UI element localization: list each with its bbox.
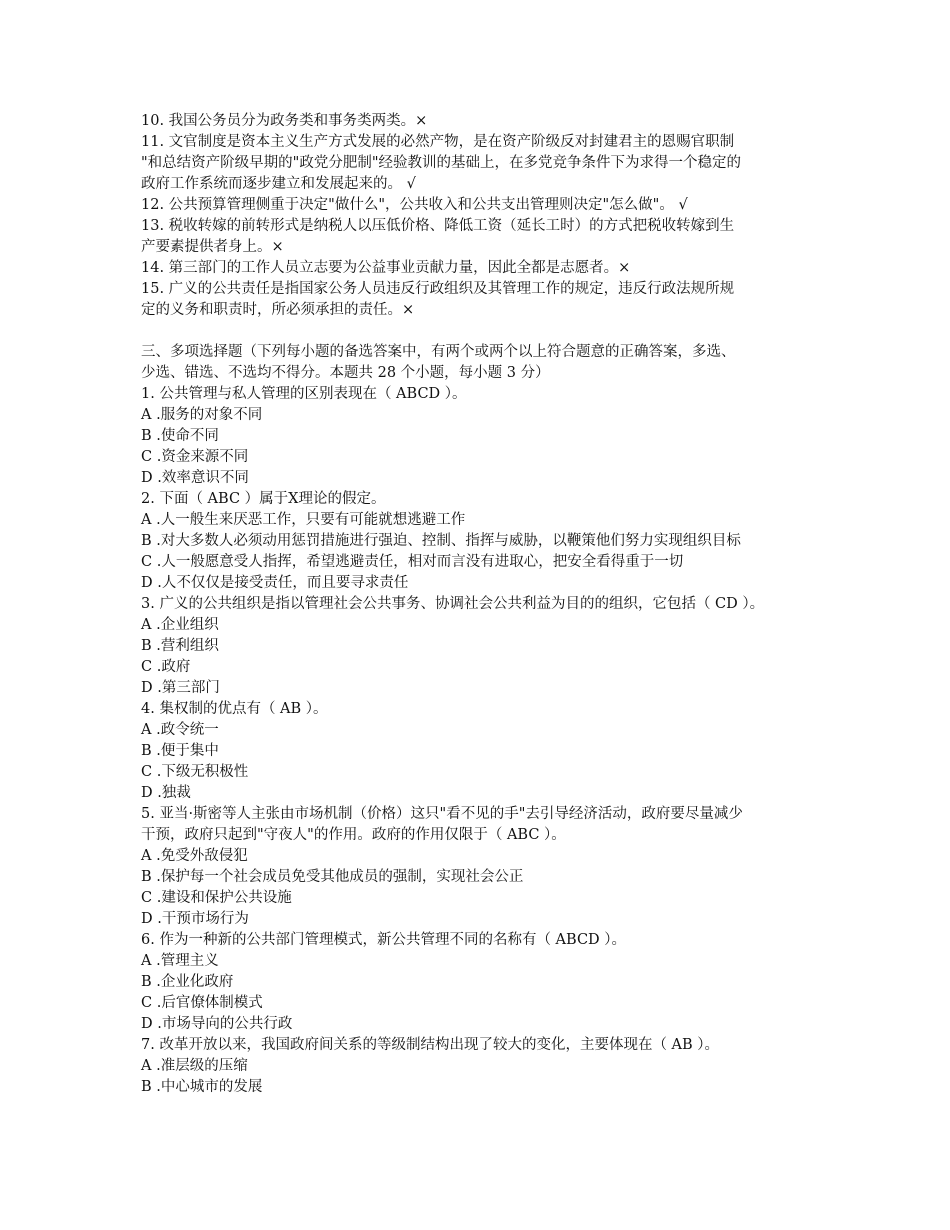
option-b: B .便于集中	[141, 743, 219, 759]
option-d: D .干预市场行为	[141, 911, 249, 927]
question-stem: 2. 下面（ ABC ）属于X理论的假定。	[141, 491, 386, 507]
option-a: A .政令统一	[141, 722, 219, 738]
option-d: D .市场导向的公共行政	[141, 1016, 293, 1032]
option-a: A .准层级的压缩	[141, 1058, 248, 1074]
question-2	[141, 489, 816, 594]
section-heading-line: 少选、错选、不选均不得分。本题共 28 个小题，每小题 3 分）	[141, 365, 550, 381]
question-4	[141, 699, 816, 804]
option-b: B .使命不同	[141, 428, 219, 444]
text-line: 10. 我国公务员分为政务类和事务类两类。×	[141, 113, 428, 129]
option-c: C .人一般愿意受人指挥，希望逃避责任，相对而言没有进取心，把安全看得重于一切	[141, 554, 684, 570]
question-stem: 5. 亚当·斯密等人主张由市场机制（价格）这只"看不见的手"去引导经济活动，政府要尽量减少	[141, 806, 743, 822]
option-c: C .政府	[141, 659, 191, 675]
text-line: 15. 广义的公共责任是指国家公务人员违反行政组织及其管理工作的规定，违反行政法规所规	[141, 281, 735, 297]
option-a: A .企业组织	[141, 617, 219, 633]
question-5	[141, 804, 816, 930]
option-b: B .保护每一个社会成员免受其他成员的强制，实现社会公正	[141, 869, 524, 885]
option-a: A .免受外敌侵犯	[141, 848, 248, 864]
question-1	[141, 384, 816, 489]
option-a: A .人一般生来厌恶工作，只要有可能就想逃避工作	[141, 512, 466, 528]
option-b: B .营利组织	[141, 638, 219, 654]
option-b: B .对大多数人必须动用惩罚措施进行强迫、控制、指挥与威胁，以鞭策他们努力实现组织目标	[141, 533, 741, 549]
option-a: A .管理主义	[141, 953, 219, 969]
option-d: D .第三部门	[141, 680, 220, 696]
section-heading	[141, 342, 816, 384]
section-heading-line: 三、多项选择题（下列每小题的备选答案中，有两个或两个以上符合题意的正确答案，多选、	[141, 344, 736, 360]
option-d: D .人不仅仅是接受责任，而且要寻求责任	[141, 575, 409, 591]
question-stem: 6. 作为一种新的公共部门管理模式，新公共管理不同的名称有（ ABCD ）。	[141, 932, 627, 948]
text-line: 11. 文官制度是资本主义生产方式发展的必然产物，是在资产阶级反对封建君主的恩赐官职制	[141, 134, 735, 150]
question-stem: 3. 广义的公共组织是指以管理社会公共事务、协调社会公共利益为目的的组织，它包括（ CD ）。	[141, 596, 765, 612]
option-b: B .企业化政府	[141, 974, 234, 990]
option-d: D .效率意识不同	[141, 470, 249, 486]
text-line: 14. 第三部门的工作人员立志要为公益事业贡献力量，因此全都是志愿者。×	[141, 260, 631, 276]
text-line: 政府工作系统而逐步建立和发展起来的。 √	[141, 176, 416, 192]
question-7	[141, 1035, 816, 1098]
blank-line	[141, 321, 816, 342]
text-line: 13. 税收转嫁的前转形式是纳税人以压低价格、降低工资（延长工时）的方式把税收转嫁到生	[141, 218, 735, 234]
question-stem: 7. 改革开放以来，我国政府间关系的等级制结构出现了较大的变化，主要体现在（ AB ）。	[141, 1037, 720, 1053]
option-c: C .下级无积极性	[141, 764, 249, 780]
text-line: 12. 公共预算管理侧重于决定"做什么"，公共收入和公共支出管理则决定"怎么做"。 √	[141, 197, 688, 213]
option-a: A .服务的对象不同	[141, 407, 263, 423]
document-page	[141, 111, 816, 1098]
question-stem-continued: 干预，政府只起到"守夜人"的作用。政府的作用仅限于（ ABC ）。	[141, 827, 566, 843]
question-3	[141, 594, 816, 699]
option-b: B .中心城市的发展	[141, 1079, 263, 1095]
question-stem: 1. 公共管理与私人管理的区别表现在（ ABCD ）。	[141, 386, 467, 402]
text-line: 定的义务和职责时，所必须承担的责任。×	[141, 302, 415, 318]
question-stem: 4. 集权制的优点有（ AB ）。	[141, 701, 328, 717]
text-line: 产要素提供者身上。×	[141, 239, 284, 255]
option-c: C .建设和保护公共设施	[141, 890, 292, 906]
option-c: C .后官僚体制模式	[141, 995, 263, 1011]
judgment-answers	[141, 111, 816, 321]
option-c: C .资金来源不同	[141, 449, 249, 465]
question-6	[141, 930, 816, 1035]
option-d: D .独裁	[141, 785, 191, 801]
text-line: "和总结资产阶级早期的"政党分肥制"经验教训的基础上，在多党竞争条件下为求得一个稳定的	[141, 155, 742, 171]
